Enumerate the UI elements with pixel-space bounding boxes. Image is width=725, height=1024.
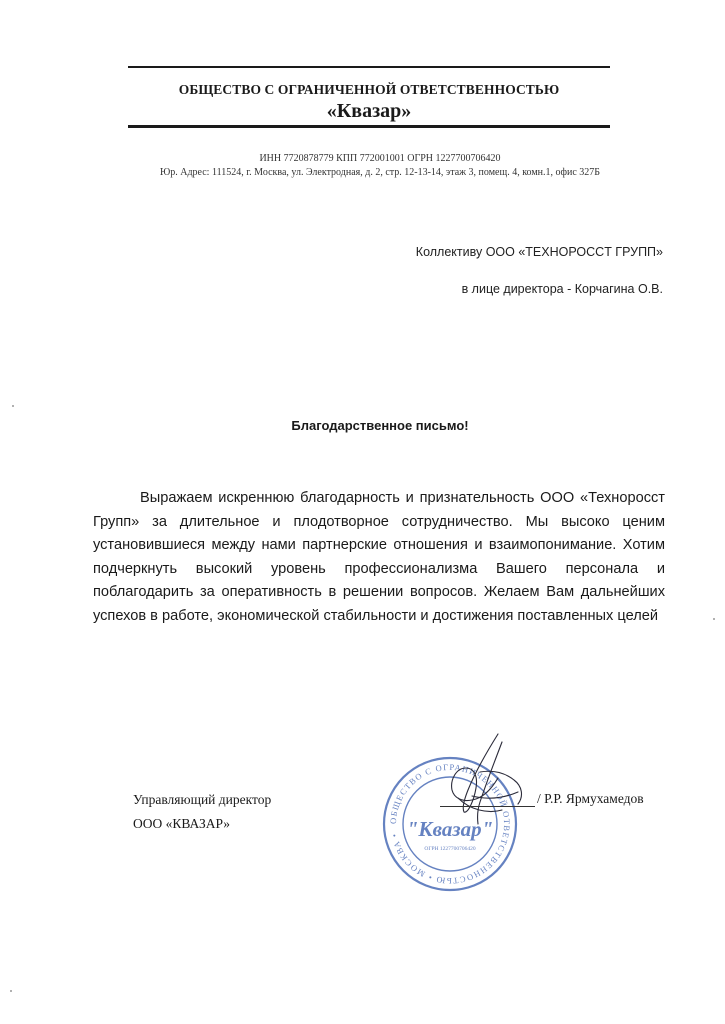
scan-speck	[10, 990, 12, 992]
signer-position: Управляющий директор	[133, 792, 272, 807]
stamp-ring-textpath: ОБЩЕСТВО С ОГРАНИЧЕННОЙ ОТВЕТСТВЕННОСТЬЮ • МОСКВА •	[387, 761, 513, 887]
addressee-line2: в лице директора - Корчагина О.В.	[461, 282, 663, 296]
stamp-inner-text: ОГРН 1227700706420	[424, 846, 476, 852]
requisites-line: ИНН 7720878779 КПП 772001001 ОГРН 1227700706420	[259, 153, 501, 164]
scan-speck	[713, 618, 715, 620]
signer-name: / Р.Р. Ярмухамедов	[537, 791, 644, 806]
letter-title: Благодарственное письмо!	[291, 418, 469, 433]
scan-speck	[12, 405, 14, 407]
signature-position-block	[133, 788, 271, 836]
letterhead-bottom-rule	[128, 125, 610, 128]
signer-company: ООО «КВАЗАР»	[133, 816, 231, 831]
letterhead-top-rule	[128, 66, 610, 68]
addressee-line1: Коллективу ООО «ТЕХНОРОСCТ ГРУПП»	[415, 245, 663, 259]
addressee-block	[416, 234, 663, 308]
letter-body: Выражаем искреннюю благодарность и признательность ООО «Техноросст Групп» за длительное и плодотворное сотрудничество. Мы высоко ценим установившиеся между нами партнерские отношения и взаимопонимание. Хотим подчеркнуть высокий уровень профессионализма Вашего персонала и поблагодарить за оперативность в решении вопросов. Желаем Вам дальнейших успехов в работе, экономической стабильности и достижения поставленных целей	[93, 490, 665, 624]
handwritten-signature	[418, 728, 538, 828]
stamp-center-text: "Квазар"	[406, 817, 494, 841]
signature-underline	[440, 806, 535, 807]
legal-address-line: Юр. Адрес: 111524, г. Москва, ул. Электродная, д. 2, стр. 12-13-14, этаж 3, помещ. 4, комн.1, офис 327Б	[159, 167, 601, 178]
letterhead-org-form: ОБЩЕСТВО С ОГРАНИЧЕННОЙ ОТВЕТСТВЕННОСТЬЮ	[178, 82, 560, 97]
letterhead-org-name: «Квазар»	[326, 100, 412, 122]
letterhead-requisites	[100, 152, 660, 180]
